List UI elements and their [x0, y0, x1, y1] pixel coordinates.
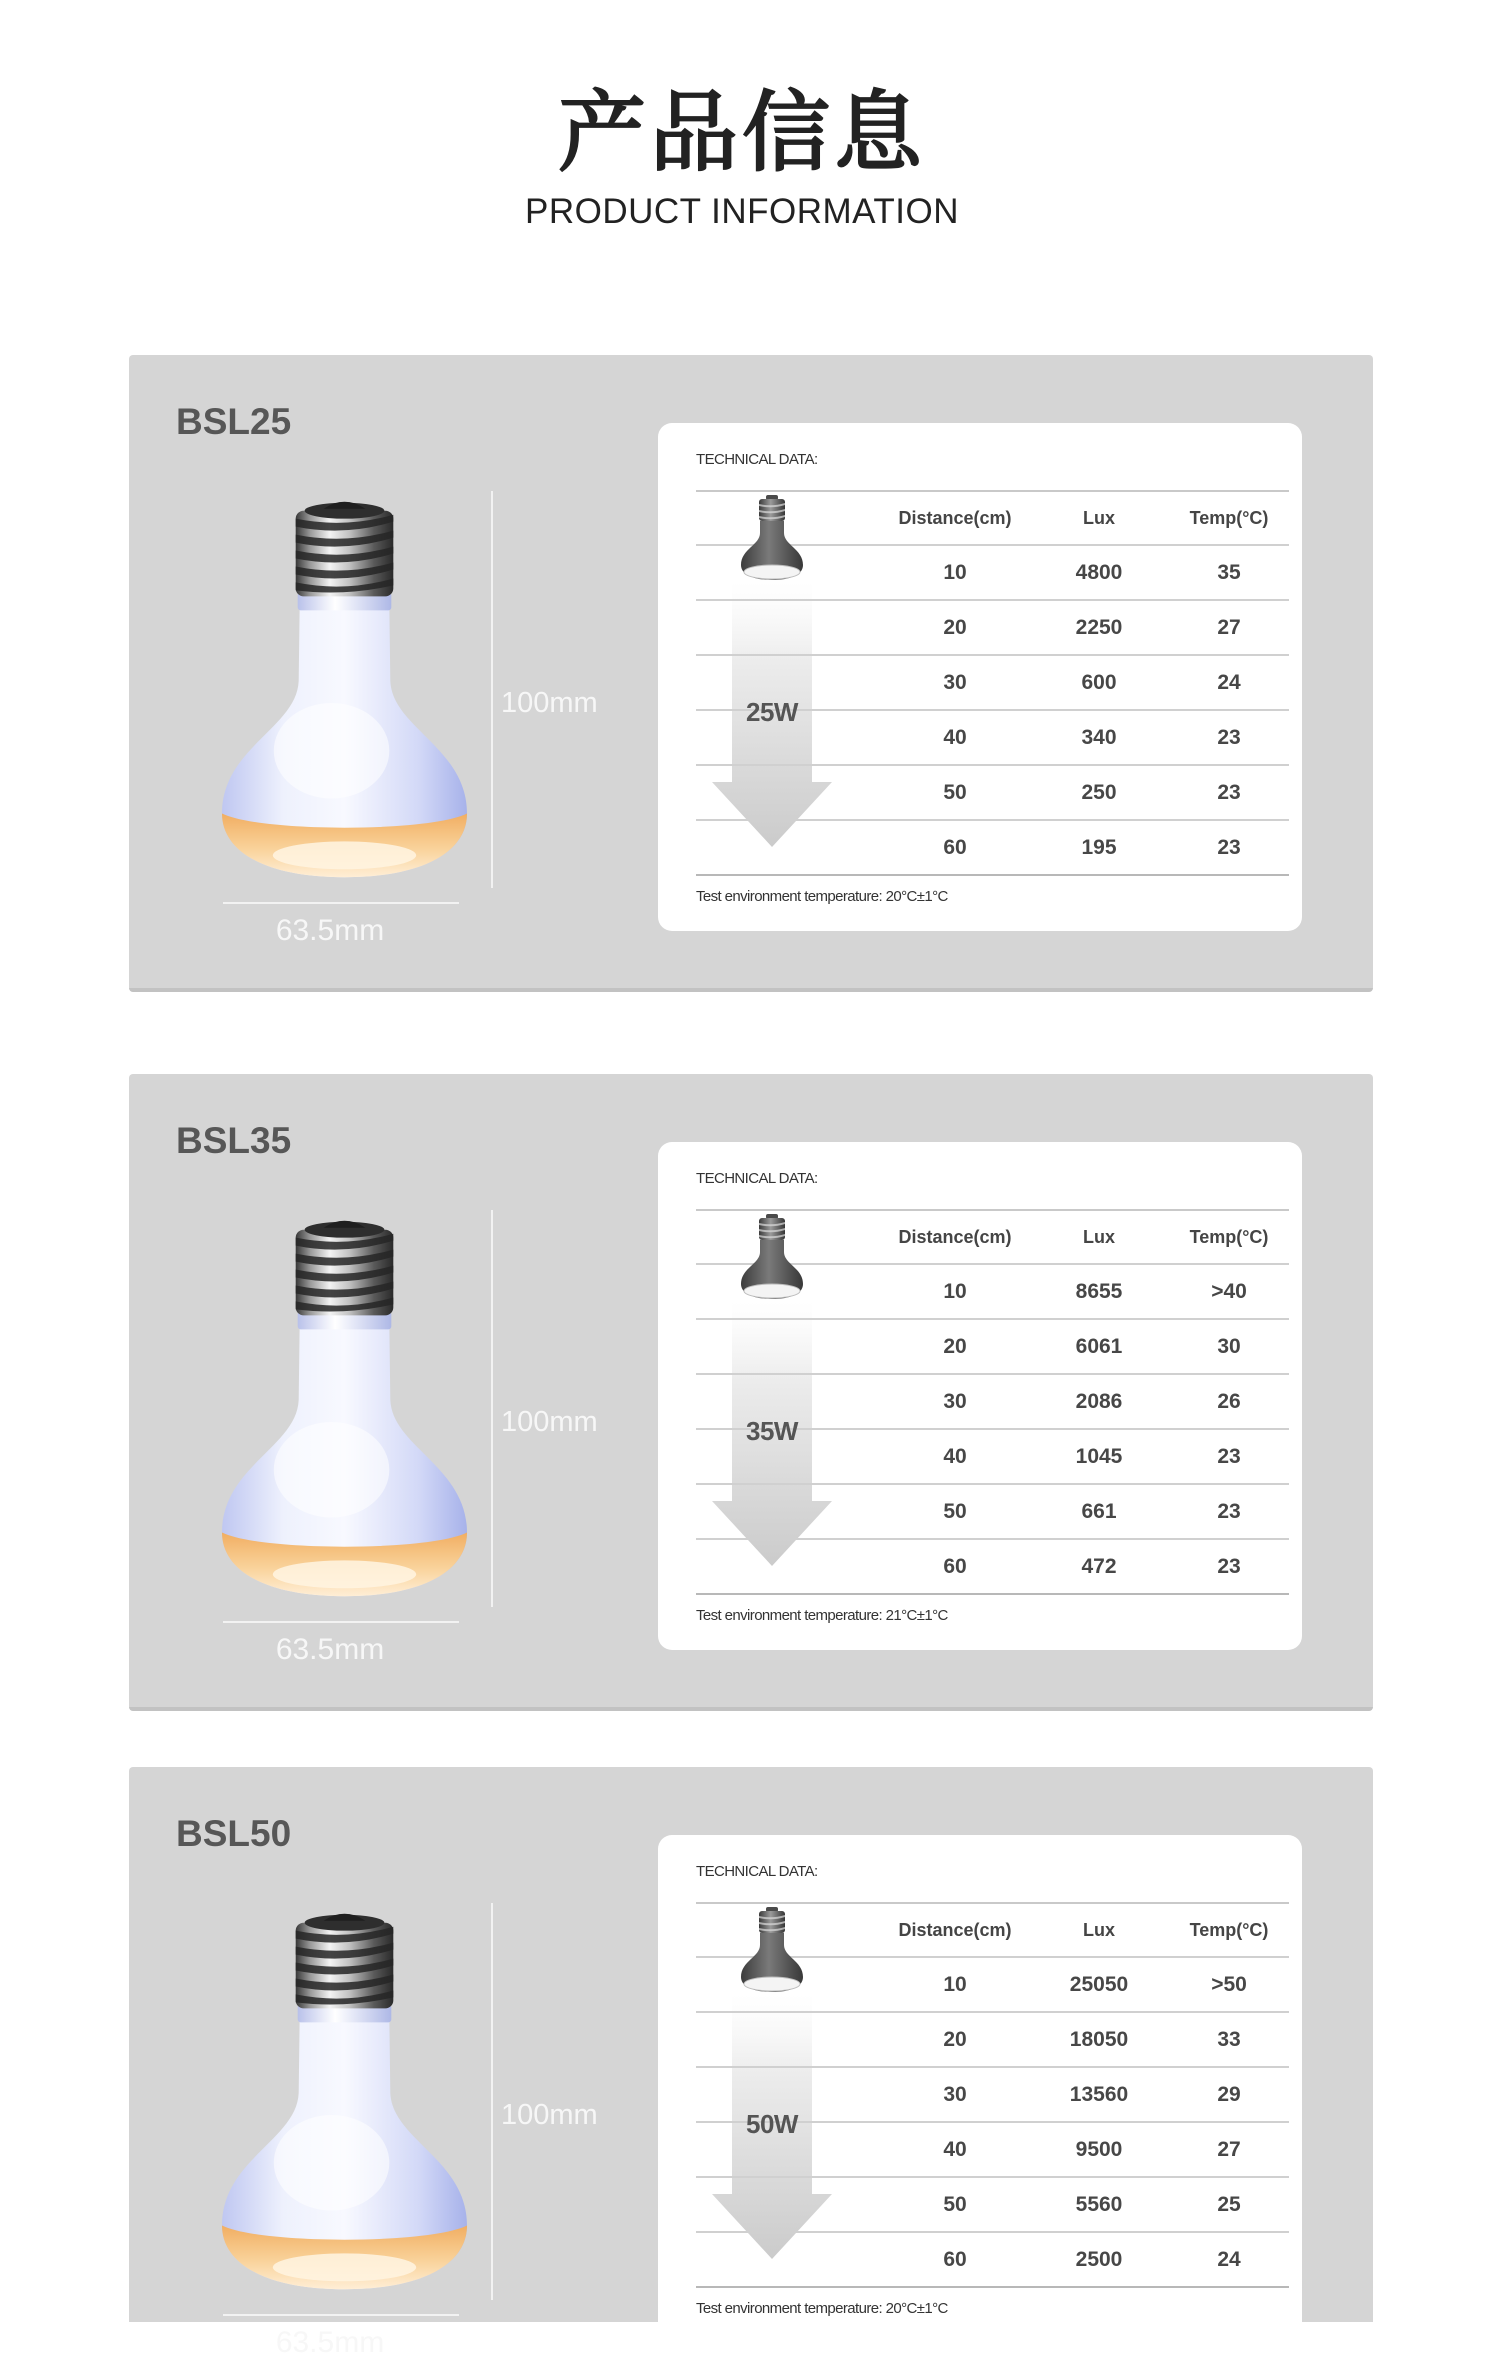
header-temp: Temp(°C)	[1189, 507, 1269, 528]
lux-cell: 2500	[1075, 2247, 1123, 2271]
header-distance: Distance(cm)	[898, 1919, 1012, 1940]
bulb-icon-graphic	[739, 495, 805, 583]
temp-cell: 25	[1217, 2192, 1241, 2216]
bulb-illustration	[220, 496, 469, 881]
distance-cell: 30	[943, 1389, 967, 1413]
bulb-contact	[324, 1914, 366, 1921]
width-dimension-line	[223, 902, 459, 904]
lux-cell: 18050	[1069, 2027, 1129, 2051]
distance-cell: 20	[943, 2027, 967, 2051]
distance-cell: 50	[943, 780, 967, 804]
header-distance: Distance(cm)	[898, 1226, 1012, 1247]
height-dimension-line	[491, 1210, 493, 1607]
temp-cell: 24	[1217, 2247, 1241, 2271]
lux-cell: 2086	[1075, 1389, 1123, 1413]
bulb-contact	[324, 502, 366, 509]
header-lux: Lux	[1082, 1919, 1115, 1940]
header-temp: Temp(°C)	[1189, 1919, 1269, 1940]
table-row	[696, 2178, 1289, 2233]
temp-cell: 35	[1217, 560, 1241, 584]
height-dimension-line	[491, 1903, 493, 2300]
distance-cell: 30	[943, 670, 967, 694]
bulb-glass-highlight	[274, 1422, 390, 1518]
bulb-icon-graphic	[739, 1214, 805, 1302]
bulb-icon-graphic	[739, 1907, 805, 1995]
bulb-glass-highlight	[274, 2115, 390, 2211]
model-name: BSL25	[176, 401, 292, 442]
table-row	[696, 2233, 1289, 2288]
height-dimension-line	[491, 491, 493, 888]
table-row	[696, 2013, 1289, 2068]
page-title-chinese: 产品信息	[557, 81, 926, 184]
model-name: BSL35	[176, 1120, 292, 1161]
table-row	[696, 601, 1289, 656]
lux-cell: 25050	[1069, 1972, 1129, 1996]
lux-cell: 600	[1081, 670, 1117, 694]
lux-cell: 6061	[1075, 1334, 1123, 1358]
technical-data-table	[696, 1902, 1289, 2288]
width-label: 63.5mm	[275, 914, 385, 947]
temp-cell: 23	[1217, 780, 1241, 804]
bulb-icon-lens	[744, 1284, 800, 1298]
technical-data-table	[696, 490, 1289, 876]
bulb-glow-center	[273, 1560, 416, 1588]
bulb-icon	[739, 495, 805, 583]
bulb-glass-highlight	[274, 703, 390, 799]
temp-cell: 26	[1217, 1389, 1241, 1413]
bulb-icon	[739, 1907, 805, 1995]
lux-cell: 661	[1081, 1499, 1117, 1523]
temp-cell: 23	[1217, 835, 1241, 859]
wattage-label: 35W	[746, 1416, 798, 1446]
bulb-image	[220, 1215, 469, 1600]
bulb-icon-lens	[744, 565, 800, 579]
product-panel	[129, 1074, 1373, 1711]
temp-cell: 33	[1217, 2027, 1241, 2051]
temp-cell: 23	[1217, 1444, 1241, 1468]
product-panel	[129, 355, 1373, 992]
bulb-contact	[324, 1221, 366, 1228]
test-environment-note: Test environment temperature: 21°C±1°C	[696, 1607, 948, 1624]
bulb-illustration	[220, 1908, 469, 2293]
distance-cell: 10	[943, 1279, 967, 1303]
technical-data-card	[658, 1835, 1302, 2343]
bulb-glow-center	[273, 2253, 416, 2281]
test-environment-note: Test environment temperature: 20°C±1°C	[696, 2300, 948, 2317]
temp-cell: >40	[1211, 1279, 1247, 1303]
distance-cell: 20	[943, 1334, 967, 1358]
temp-cell: 23	[1217, 1554, 1241, 1578]
technical-data-title: TECHNICAL DATA:	[696, 451, 818, 468]
temp-cell: 27	[1217, 2137, 1241, 2161]
width-label: 63.5mm	[275, 2326, 385, 2359]
distance-cell: 60	[943, 835, 967, 859]
temp-cell: 23	[1217, 1499, 1241, 1523]
bulb-icon-lens	[744, 1977, 800, 1991]
header-lux: Lux	[1082, 1226, 1115, 1247]
wattage-label: 25W	[746, 697, 798, 727]
page-title-english: PRODUCT INFORMATION	[524, 192, 960, 231]
lux-cell: 1045	[1075, 1444, 1123, 1468]
distance-cell: 50	[943, 1499, 967, 1523]
width-label: 63.5mm	[275, 1633, 385, 1666]
header-lux: Lux	[1082, 507, 1115, 528]
temp-cell: 27	[1217, 615, 1241, 639]
header-distance: Distance(cm)	[898, 507, 1012, 528]
distance-cell: 40	[943, 725, 967, 749]
product-panel	[129, 1767, 1373, 2359]
table-row	[696, 1320, 1289, 1375]
distance-cell: 60	[943, 2247, 967, 2271]
technical-data-title: TECHNICAL DATA:	[696, 1863, 818, 1880]
height-label: 100mm	[501, 2099, 598, 2131]
distance-cell: 10	[943, 1972, 967, 1996]
distance-cell: 60	[943, 1554, 967, 1578]
temp-cell: >50	[1211, 1972, 1247, 1996]
header-temp: Temp(°C)	[1189, 1226, 1269, 1247]
temp-cell: 23	[1217, 725, 1241, 749]
distance-cell: 20	[943, 615, 967, 639]
technical-data-card	[658, 1142, 1302, 1650]
distance-cell: 40	[943, 1444, 967, 1468]
bulb-glow-center	[273, 841, 416, 869]
height-label: 100mm	[501, 1406, 598, 1438]
temp-cell: 30	[1217, 1334, 1241, 1358]
lux-cell: 340	[1081, 725, 1117, 749]
bulb-icon	[739, 1214, 805, 1302]
lux-cell: 4800	[1075, 560, 1123, 584]
temp-cell: 29	[1217, 2082, 1241, 2106]
distance-cell: 10	[943, 560, 967, 584]
width-dimension-line	[223, 2314, 459, 2316]
lux-cell: 250	[1081, 780, 1117, 804]
lux-cell: 2250	[1075, 615, 1123, 639]
lux-cell: 8655	[1075, 1279, 1123, 1303]
width-dimension-line	[223, 1621, 459, 1623]
table-row	[696, 766, 1289, 821]
bulb-image	[220, 496, 469, 881]
bulb-image	[220, 1908, 469, 2293]
technical-data-table	[696, 1209, 1289, 1595]
lux-cell: 472	[1081, 1554, 1117, 1578]
distance-cell: 30	[943, 2082, 967, 2106]
lux-cell: 9500	[1075, 2137, 1123, 2161]
model-name: BSL50	[176, 1813, 292, 1854]
table-row	[696, 821, 1289, 876]
lux-cell: 195	[1081, 835, 1117, 859]
height-label: 100mm	[501, 687, 598, 719]
technical-data-title: TECHNICAL DATA:	[696, 1170, 818, 1187]
wattage-label: 50W	[746, 2109, 798, 2139]
distance-cell: 40	[943, 2137, 967, 2161]
lux-cell: 13560	[1069, 2082, 1129, 2106]
distance-cell: 50	[943, 2192, 967, 2216]
lux-cell: 5560	[1075, 2192, 1123, 2216]
temp-cell: 24	[1217, 670, 1241, 694]
table-row	[696, 1540, 1289, 1595]
table-row	[696, 1485, 1289, 1540]
test-environment-note: Test environment temperature: 20°C±1°C	[696, 888, 948, 905]
bulb-illustration	[220, 1215, 469, 1600]
technical-data-card	[658, 423, 1302, 931]
